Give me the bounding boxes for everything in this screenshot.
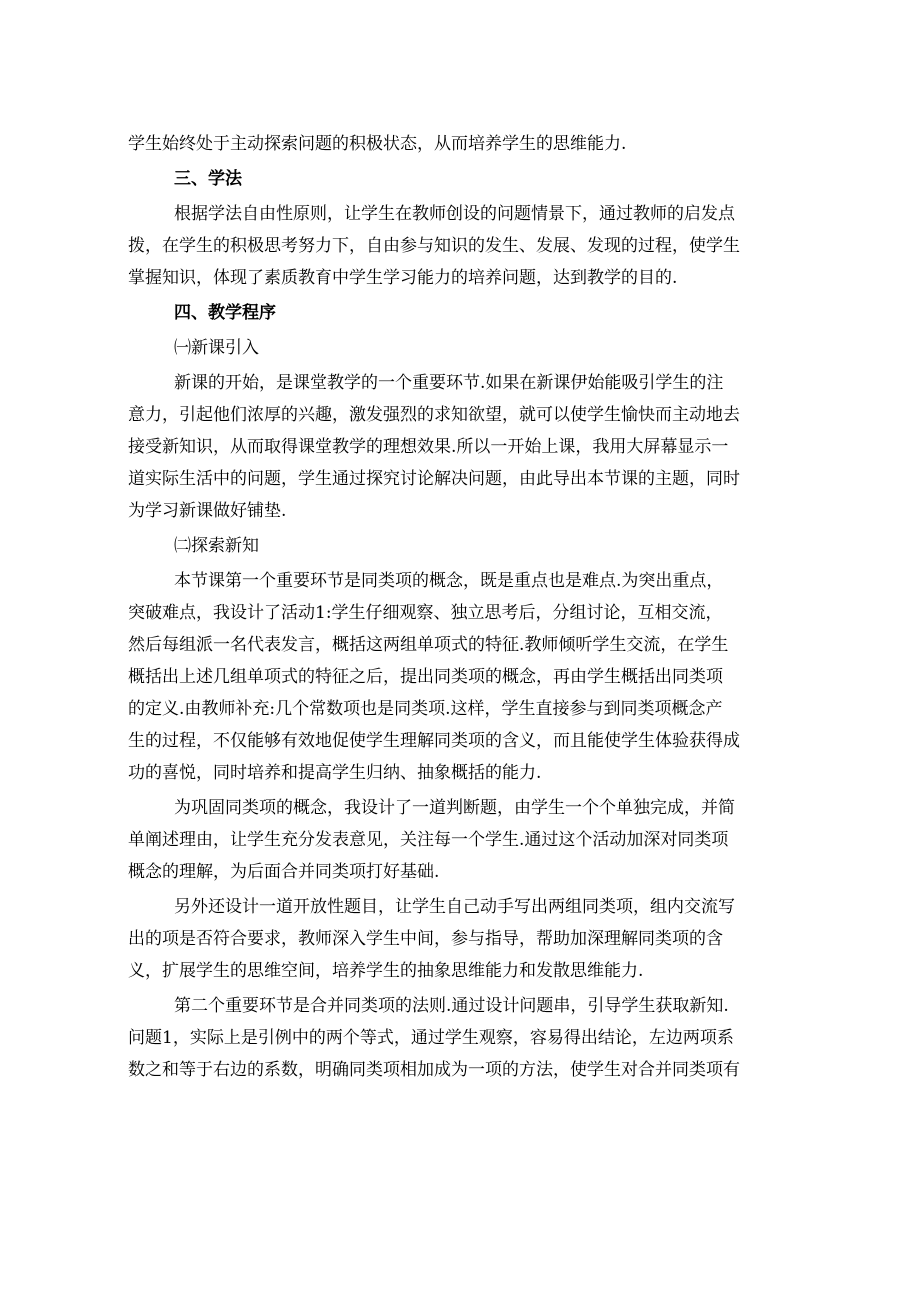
paragraph-line: 的定义.由教师补充:几个常数项也是同类项.这样，学生直接参与到同类项概念产 xyxy=(128,699,723,719)
section-heading-study-method: 三、学法 xyxy=(174,169,242,189)
subsection-heading-explore-new-knowledge: ㈡探索新知 xyxy=(174,536,259,556)
paragraph-line: 本节课第一个重要环节是同类项的概念，既是重点也是难点.为突出重点， xyxy=(174,571,724,591)
paragraph-line: 义，扩展学生的思维空间，培养学生的抽象思维能力和发散思维能力. xyxy=(128,961,644,981)
paragraph-line: 出的项是否符合要求，教师深入学生中间，参与指导，帮助加深理解同类项的含 xyxy=(128,929,723,949)
paragraph-line: 生的过程，不仅能够有效地促使学生理解同类项的含义，而且能使学生体验获得成 xyxy=(128,731,740,751)
subsection-heading-new-lesson-intro: ㈠新课引入 xyxy=(174,338,259,358)
paragraph-line: 问题1，实际上是引例中的两个等式，通过学生观察，容易得出结论，左边两项系 xyxy=(128,1028,734,1048)
paragraph-line: 学生始终处于主动探索问题的积极状态，从而培养学生的思维能力. xyxy=(128,134,627,154)
paragraph-line: 概念的理解，为后面合并同类项打好基础. xyxy=(128,862,440,882)
paragraph-line: 然后每组派一名代表发言，概括这两组单项式的特征.教师倾听学生交流，在学生 xyxy=(128,635,729,655)
paragraph-line: 接受新知识，从而取得课堂教学的理想效果.所以一开始上课，我用大屏幕显示一 xyxy=(128,437,729,457)
paragraph-line: 概括出上述几组单项式的特征之后，提出同类项的概念，再由学生概括出同类项 xyxy=(128,667,723,687)
paragraph-line: 根据学法自由性原则，让学生在教师创设的问题情景下，通过教师的启发点 xyxy=(174,204,735,224)
paragraph-line: 为巩固同类项的概念，我设计了一道判断题，由学生一个个单独完成，并简 xyxy=(174,798,735,818)
paragraph-line: 为学习新课做好铺垫. xyxy=(128,501,287,521)
paragraph-line: 掌握知识，体现了素质教育中学生学习能力的培养问题，达到教学的目的. xyxy=(128,268,678,288)
paragraph-line: 另外还设计一道开放性题目，让学生自己动手写出两组同类项，组内交流写 xyxy=(174,897,735,917)
paragraph-line: 新课的开始，是课堂教学的一个重要环节.如果在新课伊始能吸引学生的注 xyxy=(174,373,724,393)
paragraph-line: 道实际生活中的问题，学生通过探究讨论解决问题，由此导出本节课的主题，同时 xyxy=(128,469,740,489)
section-heading-teaching-procedure: 四、教学程序 xyxy=(174,303,276,323)
paragraph-line: 单阐述理由，让学生充分发表意见，关注每一个学生.通过这个活动加深对同类项 xyxy=(128,830,729,850)
paragraph-line: 拨，在学生的积极思考努力下，自由参与知识的发生、发展、发现的过程，使学生 xyxy=(128,236,740,256)
paragraph-line: 意力，引起他们浓厚的兴趣，激发强烈的求知欲望，就可以使学生愉快而主动地去 xyxy=(128,405,740,425)
paragraph-line: 功的喜悦，同时培养和提高学生归纳、抽象概括的能力. xyxy=(128,763,542,783)
document-body xyxy=(128,128,796,1086)
paragraph-line: 数之和等于右边的系数，明确同类项相加成为一项的方法，使学生对合并同类项有 xyxy=(128,1060,740,1080)
paragraph-line: 第二个重要环节是合并同类项的法则.通过设计问题串，引导学生获取新知. xyxy=(174,996,729,1016)
paragraph-line: 突破难点，我设计了活动1:学生仔细观察、独立思考后，分组讨论，互相交流， xyxy=(128,603,723,623)
